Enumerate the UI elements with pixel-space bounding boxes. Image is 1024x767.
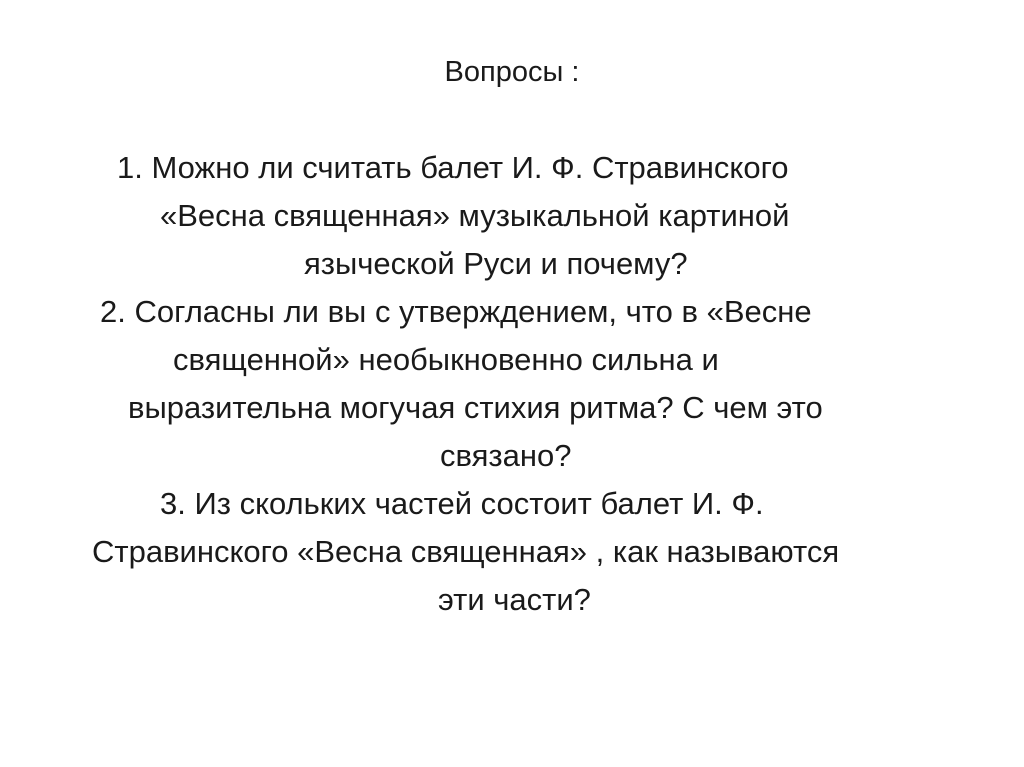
question-3-line-1: 3. Из скольких частей состоит балет И. Ф. [160,486,764,521]
slide-title: Вопросы : [444,56,580,88]
question-2-line-4: связано? [440,438,572,473]
question-2-line-3: выразительна могучая стихия ритма? С чем это [128,390,823,425]
question-3-line-3: эти части? [438,582,591,617]
question-1-line-2: «Весна священная» музыкальной картиной [160,198,790,233]
question-2-line-1: 2. Согласны ли вы с утверждением, что в «Весне [100,294,812,329]
question-1-line-3: языческой Руси и почему? [304,246,688,281]
question-3-line-2: Стравинского «Весна священная» , как называются [92,534,840,569]
question-2-line-2: священной» необыкновенно сильна и [173,342,719,377]
question-1-line-1: 1. Можно ли считать балет И. Ф. Стравинского [117,150,789,185]
